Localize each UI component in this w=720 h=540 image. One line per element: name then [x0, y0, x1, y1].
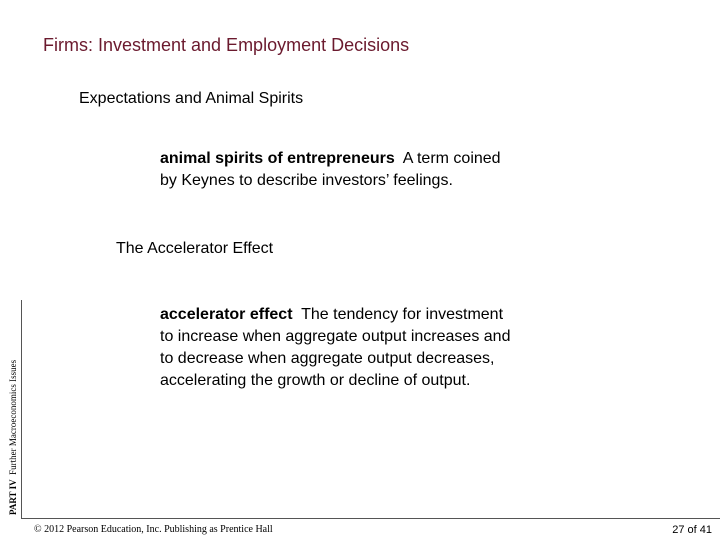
- definition-term: accelerator effect: [160, 306, 293, 323]
- section-heading-animal-spirits: Expectations and Animal Spirits: [79, 90, 304, 107]
- sidebar-part: PART IV: [8, 479, 18, 515]
- definition-line: to increase when aggregate output increases and: [160, 328, 511, 345]
- definition-animal-spirits: [160, 148, 580, 192]
- definition-line: [160, 304, 580, 326]
- footer-divider: [21, 518, 720, 519]
- definition-text: The tendency for investment: [301, 306, 504, 323]
- definition-line: accelerating the growth or decline of output.: [160, 372, 471, 389]
- definition-line: to decrease when aggregate output decreases,: [160, 350, 495, 367]
- definition-line: by Keynes to describe investors’ feelings.: [160, 172, 453, 189]
- definition-text: A term coined: [402, 150, 501, 167]
- sidebar-divider: [21, 300, 22, 518]
- slide-title: Firms: Investment and Employment Decisions: [43, 35, 410, 55]
- sidebar-part-label: [8, 360, 18, 515]
- definition-term: animal spirits of entrepreneurs: [160, 150, 395, 167]
- footer-copyright: © 2012 Pearson Education, Inc. Publishing as Prentice Hall: [34, 524, 273, 535]
- sidebar-topic: Further Macroeconomics Issues: [8, 359, 18, 475]
- definition-accelerator-effect: [160, 304, 580, 392]
- definition-line: [160, 148, 580, 170]
- section-heading-accelerator-effect: The Accelerator Effect: [116, 240, 274, 257]
- page-number: 27 of 41: [672, 524, 712, 536]
